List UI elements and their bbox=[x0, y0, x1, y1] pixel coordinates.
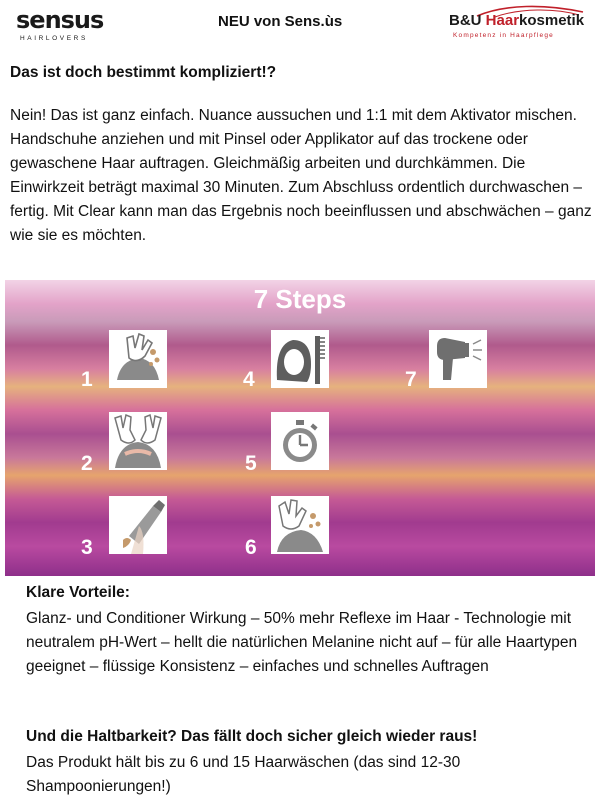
step-number-2: 2 bbox=[81, 452, 93, 475]
sensus-logo bbox=[12, 6, 112, 40]
glove-rinse-hair-icon bbox=[271, 496, 329, 554]
sensus-logo-subtitle: HAIRLOVERS bbox=[20, 35, 88, 42]
step-number-7: 7 bbox=[405, 368, 417, 391]
bu-logo-brand: B&U Haarkosmetik bbox=[449, 12, 585, 29]
step-number-5: 5 bbox=[245, 452, 257, 475]
sensus-logo-word: sensus bbox=[16, 6, 104, 34]
woman-comb-icon bbox=[271, 330, 329, 388]
header bbox=[0, 0, 600, 56]
stopwatch-icon bbox=[271, 412, 329, 470]
step-number-4: 4 bbox=[243, 368, 255, 391]
applicator-bottle-icon bbox=[109, 496, 167, 554]
hair-dryer-icon bbox=[429, 330, 487, 388]
page-title: NEU von Sens.ùs bbox=[218, 13, 343, 30]
steps-banner bbox=[5, 280, 595, 576]
step-number-3: 3 bbox=[81, 536, 93, 559]
durability-answer: Das Produkt hält bis zu 6 und 15 Haarwäschen (das sind 12-30 Shampoonierungen!) bbox=[26, 754, 461, 795]
bu-haarkosmetik-logo bbox=[447, 4, 595, 50]
advantages-text: Glanz- und Conditioner Wirkung – 50% mehr Reflexe im Haar - Technologie mit neutralem pH-Wert – hellt die natürlichen Melanine nicht auf – für alle Haartypen geeignet – flüssige Konsistenz – einfaches und schnelles Auftragen bbox=[26, 610, 578, 675]
step-number-1: 1 bbox=[81, 368, 93, 391]
glove-hair-application-icon bbox=[109, 330, 167, 388]
intro-answer: Nein! Das ist ganz einfach. Nuance aussuchen und 1:1 mit dem Aktivator mischen. Handschuhe anziehen und mit Pinsel oder Applikator auf das trockene oder gewaschene Haar auftragen. Gleichmäßig arbeiten und durchkämmen. Die Einwirkzeit beträgt maximal 30 Minuten. Zum Abschluss ordentlich durchwaschen – fertig. Mit Clear kann man das Ergebnis noch beeinflussen und abschwächen – ganz wie sie es möchten. bbox=[10, 107, 592, 244]
steps-banner-title: 7 Steps bbox=[253, 284, 347, 314]
gloves-hair-massage-icon bbox=[109, 412, 167, 470]
step-number-6: 6 bbox=[245, 536, 257, 559]
intro-question: Das ist doch bestimmt kompliziert!? bbox=[10, 64, 277, 81]
durability-question: Und die Haltbarkeit? Das fällt doch sicher gleich wieder raus! bbox=[26, 728, 478, 745]
bu-logo-tagline: Kompetenz in Haarpflege bbox=[453, 32, 554, 39]
advantages-title: Klare Vorteile: bbox=[26, 584, 130, 601]
